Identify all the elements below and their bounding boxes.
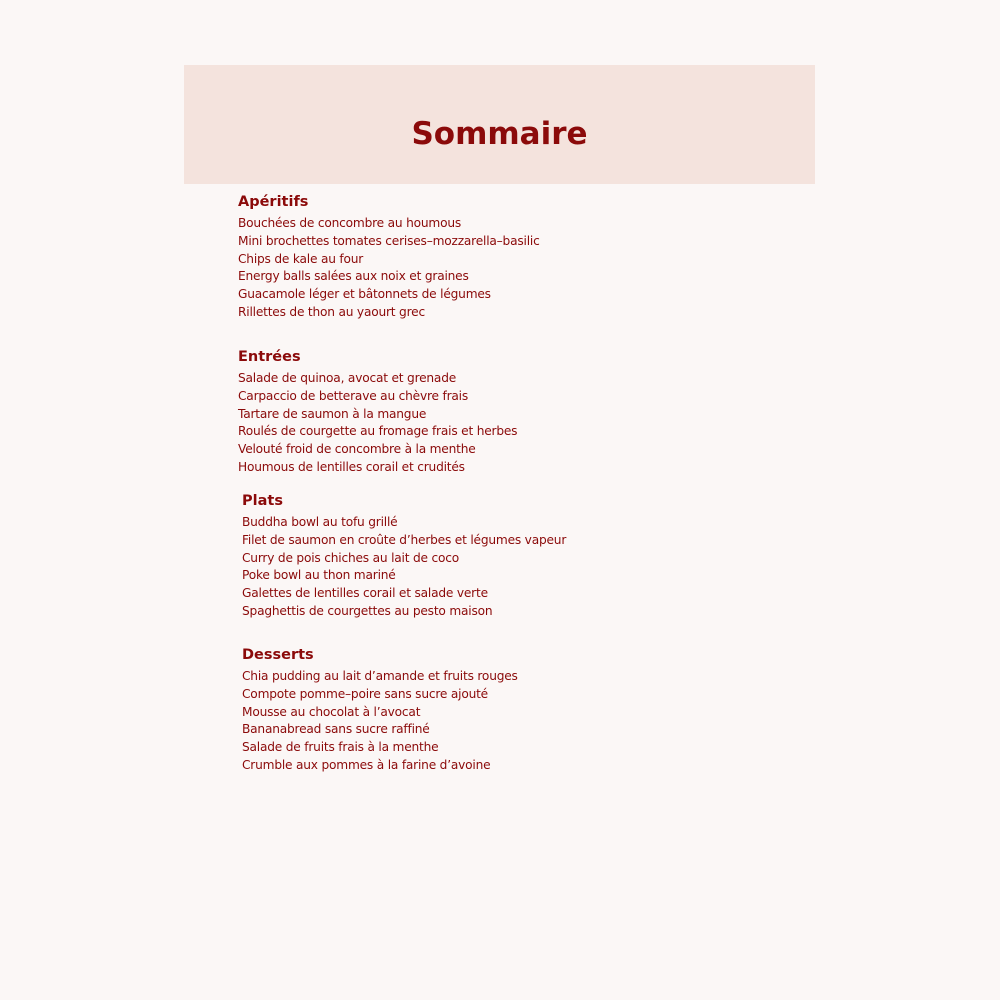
recipe-entry[interactable]: Carpaccio de betterave au chèvre frais xyxy=(238,388,468,403)
recipe-entry[interactable]: Chia pudding au lait d’amande et fruits rouges xyxy=(242,669,518,683)
recipe-entry[interactable]: Galettes de lentilles corail et salade verte xyxy=(242,586,488,601)
section-heading: Plats xyxy=(242,493,283,509)
recipe-entry[interactable]: Spaghettis de courgettes au pesto maison xyxy=(242,603,493,618)
recipe-entry[interactable]: Tartare de saumon à la mangue xyxy=(238,406,427,421)
recipe-entry[interactable]: Salade de quinoa, avocat et grenade xyxy=(238,371,457,385)
recipe-entry[interactable]: Crumble aux pommes à la farine d’avoine xyxy=(242,757,491,772)
recipe-entry[interactable]: Houmous de lentilles corail et crudités xyxy=(238,459,465,474)
recipe-list xyxy=(238,370,517,477)
section-heading: Apéritifs xyxy=(238,194,309,210)
section-heading: Entrées xyxy=(238,349,301,365)
section-plats xyxy=(242,492,566,621)
recipe-entry[interactable]: Velouté froid de concombre à la menthe xyxy=(238,442,476,457)
recipe-list xyxy=(238,215,540,322)
recipe-entry[interactable]: Poke bowl au thon mariné xyxy=(242,568,396,583)
recipe-entry[interactable]: Mousse au chocolat à l’avocat xyxy=(242,704,421,719)
recipe-entry[interactable]: Bouchées de concombre au houmous xyxy=(238,216,462,230)
recipe-entry[interactable]: Roulés de courgette au fromage frais et herbes xyxy=(238,424,518,439)
recipe-entry[interactable]: Bananabread sans sucre raffiné xyxy=(242,722,430,737)
recipe-list xyxy=(242,514,566,621)
recipe-entry[interactable]: Guacamole léger et bâtonnets de légumes xyxy=(238,287,491,302)
recipe-entry[interactable]: Energy balls salées aux noix et graines xyxy=(238,269,469,284)
recipe-entry[interactable]: Compote pomme–poire sans sucre ajouté xyxy=(242,686,488,701)
recipe-entry[interactable]: Chips de kale au four xyxy=(238,251,364,266)
recipe-entry[interactable]: Rillettes de thon au yaourt grec xyxy=(238,304,425,319)
recipe-entry[interactable]: Salade de fruits frais à la menthe xyxy=(242,740,439,755)
recipe-entry[interactable]: Curry de pois chiches au lait de coco xyxy=(242,550,459,565)
recipe-entry[interactable]: Mini brochettes tomates cerises–mozzarella–basilic xyxy=(238,233,540,248)
section-entrees xyxy=(238,348,517,477)
section-heading: Desserts xyxy=(242,647,314,663)
section-desserts xyxy=(242,646,518,775)
recipe-entry[interactable]: Buddha bowl au tofu grillé xyxy=(242,515,398,529)
title-banner xyxy=(184,65,815,184)
section-aperitifs xyxy=(238,193,540,322)
recipe-entry[interactable]: Filet de saumon en croûte d’herbes et légumes vapeur xyxy=(242,532,567,547)
page-title: Sommaire xyxy=(411,116,588,152)
recipe-list xyxy=(242,668,518,775)
